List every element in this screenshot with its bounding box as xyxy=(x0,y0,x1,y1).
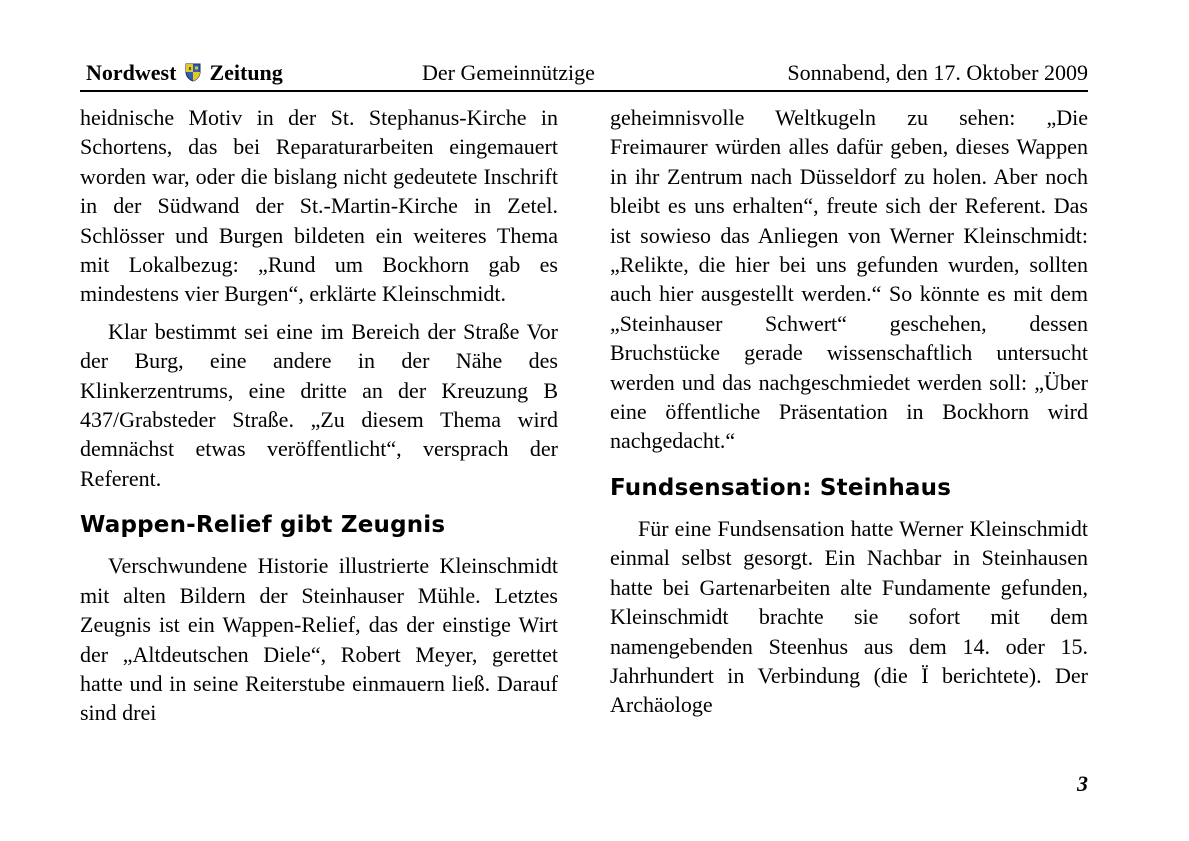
newspaper-brand xyxy=(86,58,283,88)
left-paragraph-3: Verschwundene Historie illustrierte Kleinschmidt mit alten Bildern der Steinhauser Mühle. Letztes Zeugnis ist ein Wappen-Relief, das der einstige Wirt der „Altdeutschen Diele“, Robert Meyer, gerettet hatte und in seine Reiterstube einmauern ließ. Darauf sind drei xyxy=(80,553,558,726)
page-header xyxy=(86,58,1088,90)
right-column xyxy=(610,103,1088,720)
issue-date: Sonnabend, den 17. Oktober 2009 xyxy=(787,60,1088,85)
left-paragraph-1: heidnische Motiv in der St. Stephanus-Kirche in Schortens, das bei Reparaturarbeiten eingemauert worden war, oder die bislang nicht gedeutete Inschrift in der Südwand der St.-Martin-Kirche in Zetel. Schlösser und Burgen bildeten ein weiteres Thema mit Lokalbezug: „Rund um Bockhorn gab es mindestens vier Burgen“, erklärte Kleinschmidt. xyxy=(80,105,558,307)
left-column xyxy=(80,103,558,728)
coat-of-arms-icon xyxy=(185,63,201,82)
header-rule xyxy=(80,90,1088,92)
left-paragraph-2: Klar bestimmt sei eine im Bereich der Straße Vor der Burg, eine andere in der Nähe des Klinkerzentrums, eine dritte an der Kreuzung B 437/Grabsteder Straße. „Zu diesem Thema wird demnächst etwas veröffentlicht“, versprach der Referent. xyxy=(80,318,558,491)
left-subheading: Wappen-Relief gibt Zeugnis xyxy=(80,512,446,539)
right-subheading: Fundsensation: Steinhaus xyxy=(610,474,952,501)
brand-name-left: Nordwest xyxy=(86,60,177,85)
brand-name-right: Zeitung xyxy=(209,60,283,85)
page-number: 3 xyxy=(1077,771,1088,796)
section-title: Der Gemeinnützige xyxy=(422,60,595,85)
right-paragraph-2: Für eine Fundsensation hatte Werner Kleinschmidt einmal selbst gesorgt. Ein Nachbar in Steinhausen hatte bei Gartenarbeiten alte Fundamente gefunden, Kleinschmidt brachte sie sofort mit dem namengebenden Steenhus aus dem 14. oder 15. Jahrhundert in Verbindung (die Ï berichtete). Der Archäologe xyxy=(610,515,1088,718)
right-paragraph-1: geheimnisvolle Weltkugeln zu sehen: „Die Freimaurer würden alles dafür geben, dieses Wappen in ihr Zentrum nach Düsseldorf zu holen. Aber noch bleibt es uns erhalten“, freute sich der Referent. Das ist sowieso das Anliegen von Werner Kleinschmidt: „Relikte, die hier bei uns gefunden wurden, sollten auch hier ausgestellt werden.“ So könnte es mit dem „Steinhauser Schwert“ geschehen, dessen Bruchstücke gerade wissenschaftlich untersucht werden und das nachgeschmiedet werden soll: „Über eine öffentliche Präsentation in Bockhorn wird nachgedacht.“ xyxy=(610,105,1088,454)
